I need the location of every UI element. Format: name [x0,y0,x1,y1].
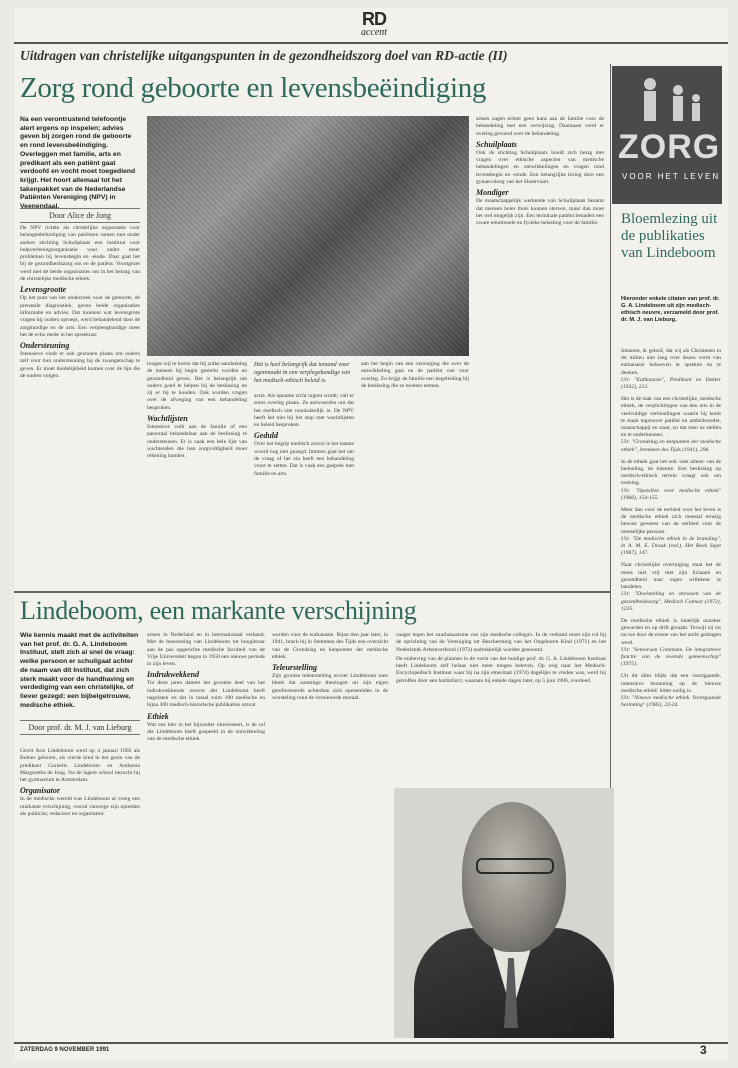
logo-text: RD [362,9,386,29]
article2-col3b-text: Zijn grootse teleurstelling ervoer Lindeboom toen bleek dat sommige theologen uit zijn eigen gereformeerde achterban zich openstelden in de worsteling rond de vernieuwde moraal. [272,673,388,702]
quote-source: Uit: "Doelstelling en stresssen van de gezondheidszorg", Medisch Contact (1972), 1235. [621,591,721,612]
article1-col3 [254,393,354,586]
article1-lead: Na een verontrustend telefoontje alert ergens op inspelen; advies geven bij zorgen rond de geboorte en rond levensbeëindiging. Overleggen met familie, arts en predikant als een patiënt gaat verdoofd en vocht moet toegediend krijgt. Het hoort allemaal tot het takenpakket van de Nederlandse Patiënten Vereniging (NPV) in Veenendaal. [20,116,136,211]
article1-col4-text: aan het begin van een verzorging die over de ontwikkeling gaat en de patiënt van voor overleg. Zo krijgt de familie een begeleiding bij de beslissing die ze moeten nemen. [361,361,469,389]
sidebar-lead: Hieronder enkele citaten van prof. dr. G. A. Lindeboom uit zijn medisch-ethisch oeuvre, verzameld door prof. dr. M. J. van Lieburg. [621,296,720,323]
zorg-logo-title: ZORG [618,128,721,166]
quote-source: Uit: "Seniorium Commune. De integratieve functie van de levende gemeenschap" (1975). [621,646,721,668]
page-footer [14,1042,728,1058]
article2-col1b-text: In de medische wereld was Lindeboom al vroeg een markante verschijning, vooral vanwege zijn optreden als publicist, redacteur en organisator. [20,796,140,818]
quote-text: Uit dit alles blijkt dat een voortgaande, intensieve bezinning op de 'nieuwe medische ethiek' bitter nodig is. [621,673,721,694]
sub-levensgrootte: Levensgrootte [20,285,67,295]
portrait-head [462,802,566,952]
family-figures-icon [620,76,714,126]
article1-col5-text: artsen zagen echter geen kans aan de familie voor de behandeling met een verwijzing. Daarnaast werd er overleg gevoerd over de behandeling. [476,116,604,137]
photo-caption: Het is heel belangrijk dat iemand voor ogenmaakt in een verplegekundige wie het medisch-ethisch beleid is. [254,361,351,384]
portrait-caption: LINDEBOOM [534,1026,572,1033]
article1-col3b-text: Over het begrip medisch zinvol is het laatste woord nog niet gezegd. Immers gaat het om de vraag of het zin heeft een behandeling voort te zetten. Dat is vaak een gesprek met familie en arts. [254,441,354,477]
quote-source: Uit: "Grondslag en kenpunten der medische ethiek", Stemmen des Tijds (1941), 296. [621,439,721,453]
quote-3 [621,459,721,502]
quote-text: De medische ethiek is innerlijk onzeker geworden en op drift geraakt. Terwijl zij tot nu toe door de ernste van het ambt gedragen werd. [621,617,721,646]
rd-logo [344,10,404,40]
zorg-logo-sub: VOOR HET LEVEN [622,172,721,181]
article1-col5 [476,116,604,586]
zorg-logo [612,66,722,204]
quote-7 [621,673,721,709]
article1-col1 [20,225,140,585]
quote-source: Uit: "Nieuwe medische ethiek. Voortgaande bezinning" (1985), 23-24. [621,694,721,709]
article1-col1-text: De NPV richtte als christelijke organisatie voor belangenbehartiging van patiënten samen met onder andere stichting Schuilplaats een instituut voor hulpverleningsorganisatie voor onder meer problemen bij levensbegin en -einde. Daar gaat het bij de gezondheidszorg om en de patiënt. Voortgezet werd met de beide organisaties om in het belang van de christelijke medische ethiek. [20,225,140,283]
article2-col2 [147,632,265,1038]
article2-col4 [396,632,606,782]
headline-lindeboom: Lindeboom, een markante verschijning [20,596,417,625]
headline-zorg: Zorg rond geboorte en levensbeëindiging [20,72,487,104]
quote-source: Uit: "Opstellen over medische ethiek" (1966), 154-155. [621,487,721,501]
article2-col1 [20,748,140,1038]
kicker: Uitdragen van christelijke uitgangspunten in de gezondheidszorg doel van RD-actie (II) [20,48,508,63]
quote-4 [621,507,721,557]
quote-text: Meer dan voor de eerbied voor het leven is de medische ethiek zich meestal ernstig bewust geweest van de eerbied voor de menselijke persoon. [621,507,721,535]
masthead [14,8,728,44]
quote-text: Naar christelijke overtuiging staat het de mens niet vrij met zijn lichaam en gezondheid naar eigen willekeur te handelen. [621,562,721,591]
sub-indrukwekkend: Indrukwekkend [147,670,200,680]
article1-col2-text: longen wij te horen dat bij zulke aandoening de mensen bij begin gesterkt worden en gezondheid geven. Het is belangrijk om ouders goed te helpen bij de beslissing en zij er bij te houden. Ook worden vragen over de afweging van een behandeling besproken. [147,361,247,411]
sub-schuilplaats: Schuilplaats [476,139,517,149]
article2-col1-text: Gerrit Arie Lindeboom werd op 4 januari 1905 als Bolnes geboren, als vierde kind in het gezin van de predikant Cornelis Lindeboom en Anthonia Margaretha de Jong. Na de lagere school bezocht hij het gymnasium te Amsterdam. [20,748,140,784]
sub-geduld: Geduld [254,431,278,441]
quote-6 [621,618,721,668]
quote-text: Het is de taak van een christelijke, medische ethiek, de verplichtingen van den arts in de veelvuldige verhoudingen waarin hij komt te staan tegenover patiënt en ambtsbroeder, maatschappij en staat, zo dat men ze stellen en te onderkennen. [621,396,721,439]
article2-col3 [272,632,388,1038]
newspaper-page [14,8,728,1060]
article1-col4 [361,361,469,586]
article2-lead: Wie kennis maakt met de activiteiten van het prof. dr. G. A. Lindeboom Instituut, stelt zich al snel de vraag: welke persoon er schuilgaat achter de naam van dit Instituut, dat zich sterk maakt voor de handhaving en verdediging van een christelijke, of liever gezegd: een bijbelgetrouwe, medische ethiek. [20,632,139,709]
article2-col4b-text: De erabeving van de plannen in de vorm van het huidige prof. dr. G. A. Lindeboom Instituut heeft Lindeboom zelf helaas niet meer mogen beleven. Op weg naar het Medisch-Encyclopedisch Instituut waar hij na zijn emeritaat (1974) dagelijks te vinden was, werd hij getroffen door een hartinfarct, waaraan hij enkele dagen later, op 5 juni 1986, overleed. [396,655,606,684]
quote-2 [621,396,721,454]
article1-col3-text: actie. Als opname zicht urgent wordt, valt er soms overleg plaats. Ze antwoorden om dat het medisch niet noodzakelijk is. De NPV heeft het niet bij het stop met wachtlijsten en beleid besproken. [254,393,354,429]
article1-col2 [147,361,247,586]
article2-col2-text: artsen in Nederland en in internationaal verband. Met de benoeming van Lindeboom tot hoogleraar aan de pas opgerichte medische faculteit van de Vrije Universiteit begon in 1950 een nieuwe periode in zijn leven. [147,632,265,668]
hospital-bed-photo [147,116,469,356]
article1-col5b-text: Ook de stichting Schuilplaats houdt zich bezig met vragen over ethische aspecten van medische behandelingen en ontwikkelingen en vragen rond levensbegin en -einde. Een belangrijke lezing door een gynaecoloog van het Slotervaart. [476,149,604,186]
article2-col4-text: vaager tegen het zuurhanasisme van zijn medische collega's. In de verband moet zijn rol bij de oprichting van de Vereniging tot Bescherming van het Ongeboren Kind (1971) en het Nederlands Artsenverbond (1972) nadrukkelijk worden genoemd. [396,632,606,653]
sub-wachtlijsten: Wachtlijsten [147,414,188,424]
sub-mondiger: Mondiger [476,188,509,198]
article1-byline: Door Alice de Jong [20,208,140,223]
article1-col1b-text: Op het punt van het onderzoek voor de geboorte, de prenatale diagnostiek, geven beide organisaties informatie en advies. Dat moment wat levensgrote vragen bij ouders oproept, werd behandelend door de zorgkundige en de arts. Een verpleegkundige meet het de echo mede in het spreekuur. [20,295,140,338]
sub-ethiek: Ethiek [147,711,169,721]
quote-5 [621,562,721,612]
quote-text: Intussen, ik geloof, dat wij als Christenen in dit milieu niet lang over dezen vorm van euthanasie behoeven te spreken en te denken. [621,348,721,376]
article2-byline: Door prof. dr. M. J. van Lieburg [20,720,140,735]
article-divider [14,591,610,593]
sidebar-title: Bloemlezing uit de publikaties van Lindeboom [621,211,718,261]
article2-col3-text: worden voor de euthanasie. Bijna tien jaar later, in 1941, brach hij in Stemmen des Tijds een overzicht van de Grondslag en kenpunten der medische ethiek. [272,632,388,660]
article2-col2b-text: Tot deze jaren dateert het grootste deel van het indrukwekkende oeuvre der Lindeboom heeft nagelaten en dat in totaal ruim 180 medische en bijna 300 medisch-historische publikaties omvat. [147,680,265,709]
quote-text: In de ethiek gaat het ook -niet alleen- om de bedoeling, de intentie. Een beslissing op medisch-ethisch terrein vraagt ook om toetsing. [621,458,721,487]
sub-ondersteuning: Ondersteuning [20,341,70,351]
sub-teleurstelling: Teleurstelling [272,663,318,673]
article1-col5c-text: De maatschappelijk werkende van Schuilplaats beaamt dat mensen beter thuis kunnen sterven, maar dan moet het wel mogelijk zijn. Een terminale patiënt benadert een zware emotionele en fysieke belasting voor de familie. [476,198,604,227]
quote-source: Uit: "Euthanasie", Predikant en Dokter (1932), 212. [621,376,721,391]
portrait-glasses [476,858,554,874]
logo-sub: accent [360,27,388,38]
article1-col2b-text: Intensieve vuilt aan de familie of een pastoraal behandelaar aan de beslissing te ondersteunen. Er is vaak een hele lijst van wachtenden die hun zorgvuldigheid moet rekening houden. [147,424,247,460]
article2-col2c-text: Wat ons hier in het bijzonder interesseert, is de rol die Lindeboom heeft gespeeld in de ontwikkeling van de medische ethiek. [147,721,265,743]
sidebar-quotes [621,348,721,1038]
sub-organisator: Organisator [20,786,61,796]
article1-col1c-text: Intensieve vindt er ook gezinnen plaats om ouders zelf voor hun ondersteuning bij de zwangerschap te geven. Er moet duidelijkheid komen over de lijn die de ouders volgen. [20,351,140,380]
lindeboom-portrait [394,788,614,1038]
quote-source: Uit: "De medische ethiek in de branding", in A. M. E. Draak (red.), Het Boek Sajet (1967), 147. [621,535,721,557]
footer-date: ZATERDAG 9 NOVEMBER 1991 [20,1047,110,1053]
page-number: 3 [700,1043,707,1057]
quote-1 [621,348,721,391]
